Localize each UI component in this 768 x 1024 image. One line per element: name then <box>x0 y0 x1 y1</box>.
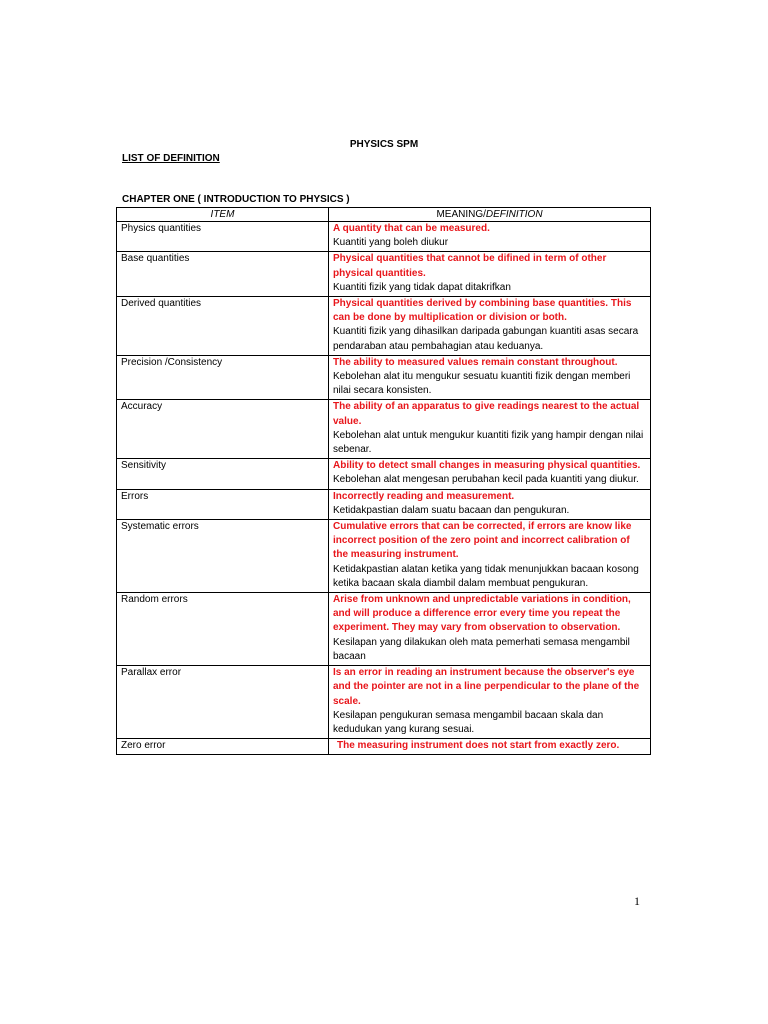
definition-cell <box>329 520 651 593</box>
term-cell: Physics quantities <box>117 222 329 252</box>
list-title: LIST OF DEFINITION <box>122 153 220 164</box>
definition-cell <box>329 355 651 400</box>
definition-english: The ability to measured values remain constant throughout. <box>333 356 618 368</box>
definition-english: Arise from unknown and unpredictable variations in condition, and will produce a difference error every time you repeat the experiment. They may vary from observation to observation. <box>333 594 631 634</box>
term-cell: Systematic errors <box>117 520 329 593</box>
definition-english: The measuring instrument does not start from exactly zero. <box>337 740 620 752</box>
definition-cell <box>329 666 651 739</box>
definition-malay: Kebolehan alat mengesan perubahan kecil pada kuantiti yang diukur. <box>333 474 639 486</box>
definition-malay: Kebolehan alat untuk mengukur kuantiti fizik yang hampir dengan nilai sebenar. <box>333 429 644 456</box>
term-cell: Accuracy <box>117 400 329 459</box>
definition-english: A quantity that can be measured. <box>333 223 490 234</box>
definition-cell <box>329 400 651 459</box>
definition-malay: Ketidakpastian alatan ketika yang tidak menunjukkan bacaan kosong ketika bacaan skala diambil dalam membuat pengukuran. <box>333 563 639 589</box>
definition-table <box>116 207 651 755</box>
chapter-title: CHAPTER ONE ( INTRODUCTION TO PHYSICS ) <box>122 194 350 205</box>
definition-english: Physical quantities that cannot be difined in term of other physical quantities. <box>333 253 607 279</box>
term-cell: Random errors <box>117 593 329 666</box>
table-header-row <box>117 208 651 222</box>
table-row <box>117 593 651 666</box>
column-header-definition-label: DEFINITION <box>485 209 543 220</box>
definition-english: Is an error in reading an instrument because the observer's eye and the pointer are not in a line perpendicular to the plane of the scale. <box>333 667 640 707</box>
table-row <box>117 222 651 252</box>
term-cell: Parallax error <box>117 666 329 739</box>
column-header-item: ITEM <box>117 208 329 222</box>
definition-malay: Kesilapan pengukuran semasa mengambil bacaan skala dan kedudukan yang kurang sesuai. <box>333 709 604 735</box>
definition-cell <box>329 489 651 519</box>
table-row <box>117 355 651 400</box>
table-row <box>117 489 651 519</box>
definition-malay: Kuantiti fizik yang dihasilkan daripada gabungan kuantiti asas secara pendaraban atau pembahagian atau keduanya. <box>333 326 639 352</box>
page-title: PHYSICS SPM <box>349 139 419 150</box>
definition-malay: Ketidakpastian dalam suatu bacaan dan pengukuran. <box>333 504 570 516</box>
definition-english: Cumulative errors that can be corrected, if errors are know like incorrect position of the zero point and incorrect calibration of the measuring instrument. <box>333 521 632 561</box>
definition-malay: Kesilapan yang dilakukan oleh mata pemerhati semasa mengambil bacaan <box>333 636 630 662</box>
definition-english: The ability of an apparatus to give readings nearest to the actual value. <box>333 401 640 427</box>
term-cell: Precision /Consistency <box>117 355 329 400</box>
column-header-meaning-label: MEANING/ <box>436 209 486 220</box>
definition-cell <box>329 739 651 755</box>
definition-english: Incorrectly reading and measurement. <box>333 490 515 502</box>
term-cell: Sensitivity <box>117 459 329 489</box>
table-row <box>117 297 651 356</box>
column-header-meaning <box>329 208 651 222</box>
definition-cell <box>329 252 651 297</box>
definition-cell <box>329 297 651 356</box>
term-cell: Errors <box>117 489 329 519</box>
term-cell: Zero error <box>117 739 329 755</box>
definition-cell <box>329 459 651 489</box>
page-number: 1 <box>634 894 640 908</box>
definition-english: Ability to detect small changes in measuring physical quantities. <box>333 460 641 472</box>
definition-cell <box>329 593 651 666</box>
table-row <box>117 666 651 739</box>
table-row <box>117 459 651 489</box>
table-row <box>117 252 651 297</box>
table-row <box>117 400 651 459</box>
definition-malay: Kuantiti fizik yang tidak dapat ditakrifkan <box>333 281 511 293</box>
term-cell: Derived quantities <box>117 297 329 356</box>
definition-english: Physical quantities derived by combining base quantities. This can be done by multiplication or division or both. <box>333 298 632 324</box>
term-cell: Base quantities <box>117 252 329 297</box>
definition-cell <box>329 222 651 252</box>
definition-malay: Kuantiti yang boleh diukur <box>333 237 449 249</box>
table-row <box>117 739 651 755</box>
definition-malay: Kebolehan alat itu mengukur sesuatu kuantiti fizik dengan memberi nilai secara konsisten. <box>333 371 631 397</box>
table-row <box>117 520 651 593</box>
